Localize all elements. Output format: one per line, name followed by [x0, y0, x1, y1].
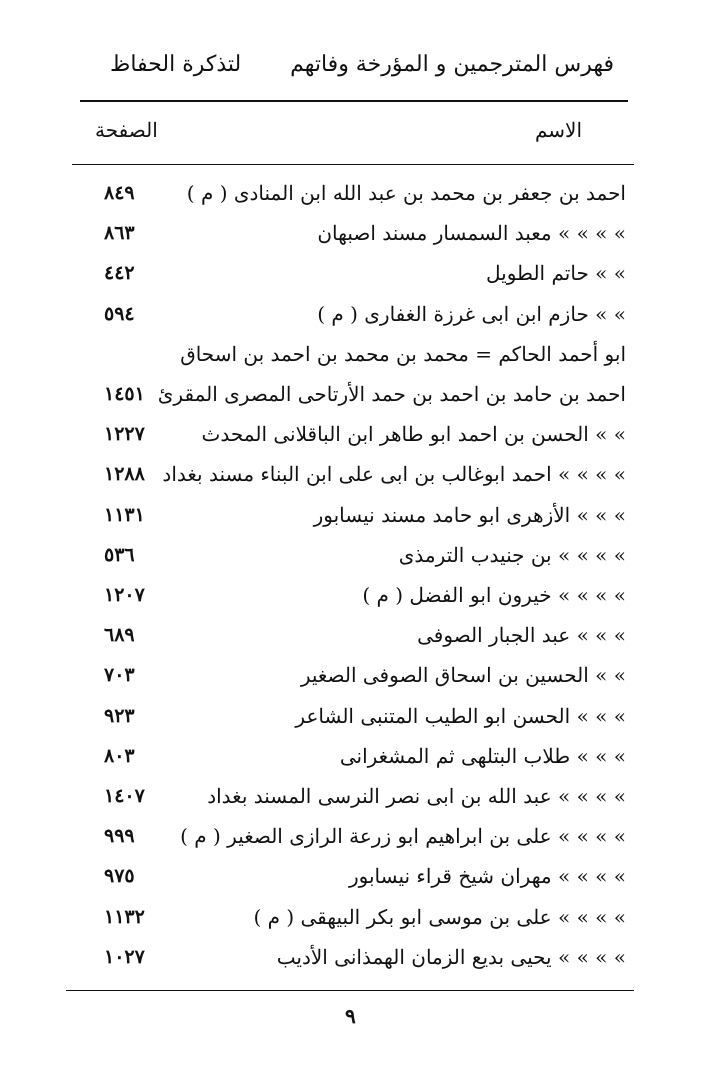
entry-name: » » حازم ابن ابى غرزة الغفارى ( م )	[317, 301, 626, 326]
index-entry	[70, 617, 626, 653]
index-entry	[70, 738, 626, 774]
entry-page: ١٠٢٧	[104, 945, 145, 968]
entry-name: » » » الأزهرى ابو حامد مسند نيسابور	[313, 502, 626, 527]
entry-name: » » » » معبد السمسار مسند اصبهان	[317, 221, 626, 246]
index-entry	[70, 939, 626, 975]
index-entry	[70, 255, 626, 291]
entry-page: ٤٤٢	[104, 262, 135, 285]
header-title-right: فهرس المترجمين و المؤرخة وفاتهم	[290, 52, 614, 77]
page-number: ٩	[345, 1004, 356, 1028]
index-entry	[70, 858, 626, 894]
entry-name: » » » الحسن ابو الطيب المتنبى الشاعر	[295, 703, 626, 728]
entry-name: ابو أحمد الحاكم = محمد بن محمد بن احمد بن اسحاق	[180, 341, 626, 366]
entry-page: ٨٦٣	[104, 222, 135, 245]
entry-name: » » » » مهران شيخ قراء نيسابور	[348, 864, 626, 889]
entry-page: ١١٣١	[104, 503, 145, 526]
entry-page: ٥٣٦	[104, 543, 135, 566]
index-entry	[70, 416, 626, 452]
entry-page: ٦٨٩	[104, 624, 135, 647]
column-header-name: الاسم	[534, 118, 582, 142]
entry-page: ١٤٠٧	[104, 785, 145, 807]
entry-name: » » حاتم الطويل	[486, 261, 626, 286]
entry-page: ١٢٨٨	[104, 463, 145, 486]
index-entry	[70, 296, 626, 332]
entry-name: » » الحسن بن احمد ابو طاهر ابن الباقلانى المحدث	[201, 422, 626, 447]
index-entry	[70, 336, 626, 372]
index-entry	[70, 698, 626, 734]
entry-name: » » » » بن جنيدب الترمذى	[398, 542, 626, 567]
entry-name: » » » عبد الجبار الصوفى	[417, 623, 626, 648]
entry-page: ١٢٠٧	[104, 584, 145, 606]
index-entry	[70, 577, 626, 613]
entry-name: » » الحسين بن اسحاق الصوفى الصغير	[300, 663, 626, 688]
index-entry	[70, 899, 626, 935]
entry-name: » » » » على بن موسى ابو بكر البيهقى ( م )	[253, 904, 626, 929]
entry-page: ٩٩٩	[104, 825, 135, 848]
index-entry	[70, 215, 626, 251]
index-entry	[70, 456, 626, 492]
index-entry	[70, 818, 626, 854]
entry-page: ٨٤٩	[104, 182, 135, 204]
entry-name: احمد بن حامد بن احمد بن حمد الأرتاحى المصرى المقرئ	[157, 382, 626, 406]
entry-name: » » » » يحيى بديع الزمان الهمذانى الأديب	[276, 944, 626, 969]
index-entry	[70, 175, 626, 211]
entry-page: ٨٠٣	[104, 744, 135, 767]
index-entry	[70, 778, 626, 814]
entry-page: ٧٠٣	[104, 664, 135, 687]
header-divider	[80, 100, 628, 102]
entry-name: » » » » خيرون ابو الفضل ( م )	[362, 583, 626, 607]
index-entry	[70, 497, 626, 533]
entry-name: » » » » عبد الله بن ابى نصر النرسى المسند بغداد	[207, 784, 626, 808]
entry-page: ٥٩٤	[104, 302, 135, 325]
index-entry	[70, 376, 626, 412]
index-entry	[70, 537, 626, 573]
footer-divider	[66, 990, 634, 991]
column-header-page: الصفحة	[95, 118, 158, 142]
entry-name: » » » طلاب البتلهى ثم المشغرانى	[339, 743, 626, 768]
entry-page: ١٤٥١	[104, 383, 145, 405]
index-entry	[70, 657, 626, 693]
entry-page: ١١٣٢	[104, 905, 145, 928]
entry-name: » » » » على بن ابراهيم ابو زرعة الرازى الصغير ( م )	[180, 824, 626, 849]
entry-page: ٩٢٣	[104, 704, 135, 727]
entry-page: ١٢٢٧	[104, 423, 145, 446]
header-title-left: لتذكرة الحفاظ	[110, 52, 242, 77]
entry-name: » » » » احمد ابوغالب بن ابى على ابن البناء مسند بغداد	[162, 462, 626, 487]
entry-name: احمد بن جعفر بن محمد بن عبد الله ابن المنادى ( م )	[186, 181, 626, 205]
column-divider	[72, 164, 634, 165]
entry-page: ٩٧٥	[104, 865, 135, 888]
